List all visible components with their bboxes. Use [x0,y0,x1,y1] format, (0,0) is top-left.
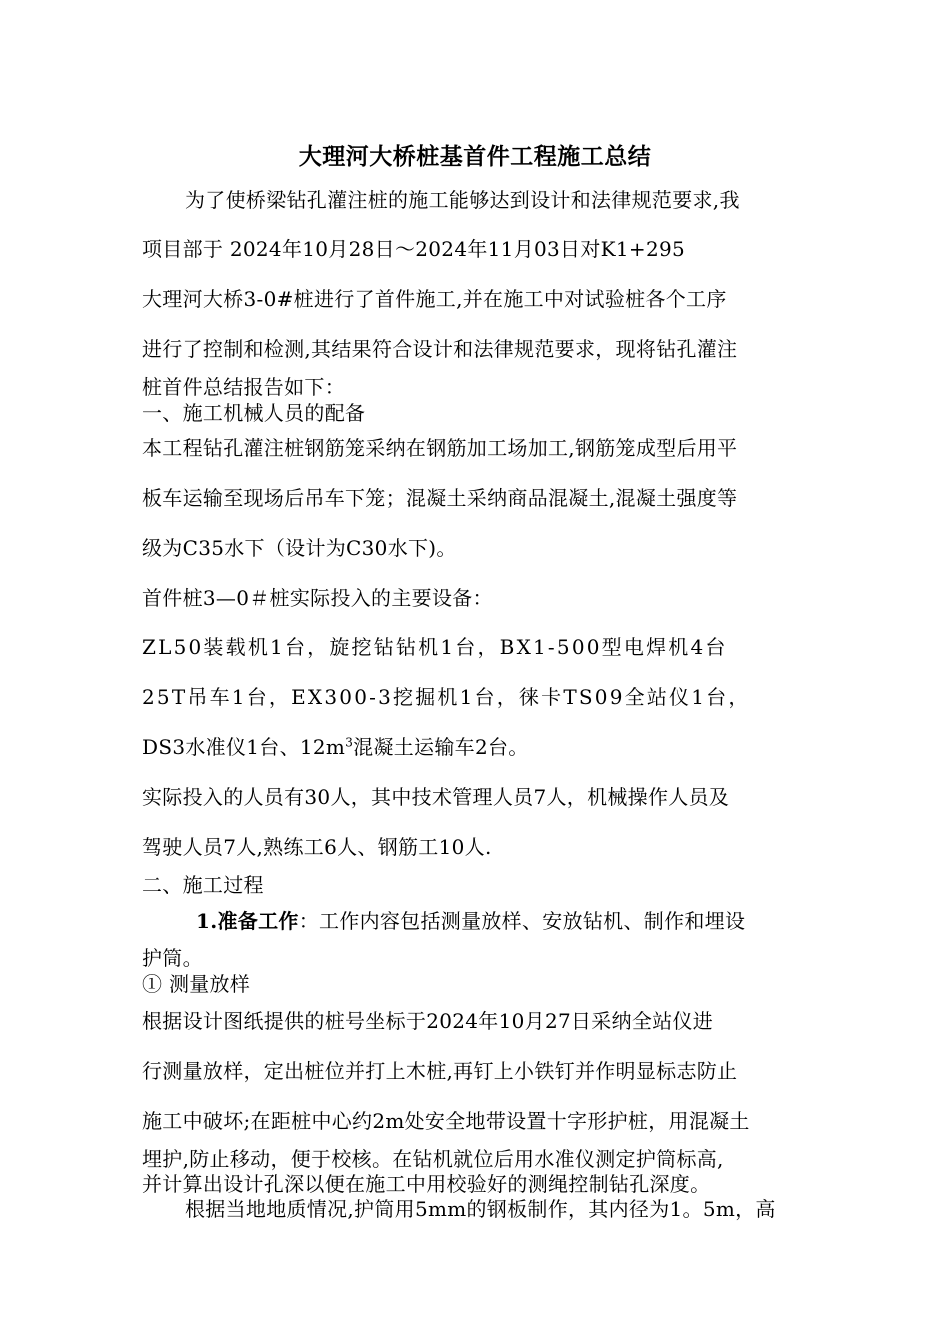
paragraph-line: 行测量放样，定出桩位并打上木桩,再钉上小铁钉并作明显标志防止 [142,1059,738,1083]
paragraph-line: 埋护,防止移动，便于校核。在钻机就位后用水准仪测定护筒标高, [142,1147,724,1171]
equipment-text: DS3水准仪1台、12m [142,735,346,759]
superscript: 3 [345,735,354,750]
paragraph-line: 桩首件总结报告如下： [142,375,345,399]
paragraph-line: 首件桩3—0＃桩实际投入的主要设备： [142,586,493,610]
equipment-line: 25T吊车1台，EX300-3挖掘机1台，徕卡TS09全站仪1台， [142,685,751,709]
paragraph-line: 级为C35水下（设计为C30水下)。 [142,536,457,560]
paragraph-line: 进行了控制和检测,其结果符合设计和法律规范要求，现将钻孔灌注 [142,337,738,361]
equipment-line [142,734,529,760]
paragraph-line: 为了使桥梁钻孔灌注桩的施工能够达到设计和法律规范要求,我 [185,188,740,212]
paragraph-line: 项目部于 2024年10月28日～2024年11月03日对K1+295 [142,237,686,261]
paragraph-text: ：工作内容包括测量放样、安放钻机、制作和埋设 [298,909,746,933]
paragraph-line: 板车运输至现场后吊车下笼；混凝土采纳商品混凝土,混凝土强度等 [142,486,738,510]
paragraph-line: 本工程钻孔灌注桩钢筋笼采纳在钢筋加工场加工,钢筋笼成型后用平 [142,436,738,460]
paragraph-line [196,908,745,934]
document-title: 大理河大桥桩基首件工程施工总结 [298,143,652,170]
paragraph-line: 根据设计图纸提供的桩号坐标于2024年10月27日采纳全站仪进 [142,1009,714,1033]
equipment-line: ZL50装载机1台，旋挖钻钻机1台，BX1-500型电焊机4台 [142,635,728,659]
paragraph-line: 根据当地地质情况,护筒用5mm的钢板制作，其内径为1。5m，高 [185,1197,776,1221]
paragraph-line: 驾驶人员7人,熟练工6人、钢筋工10人. [142,835,492,859]
paragraph-line: 护筒。 [142,946,203,970]
subsection-heading: ① 测量放样 [142,972,251,996]
paragraph-line: 施工中破坏;在距桩中心约2m处安全地带设置十字形护桩，用混凝土 [142,1109,750,1133]
section-heading: 二、施工过程 [142,873,264,897]
paragraph-line: 实际投入的人员有30人，其中技术管理人员7人，机械操作人员及 [142,785,730,809]
subheading: 1.准备工作 [196,909,299,933]
paragraph-line: 大理河大桥3-0#桩进行了首件施工,并在施工中对试验桩各个工序 [142,287,727,311]
paragraph-line: 并计算出设计孔深以便在施工中用校验好的测绳控制钻孔深度。 [142,1172,711,1196]
equipment-text: 混凝土运输车2台。 [353,735,529,759]
section-heading: 一、施工机械人员的配备 [142,401,366,425]
